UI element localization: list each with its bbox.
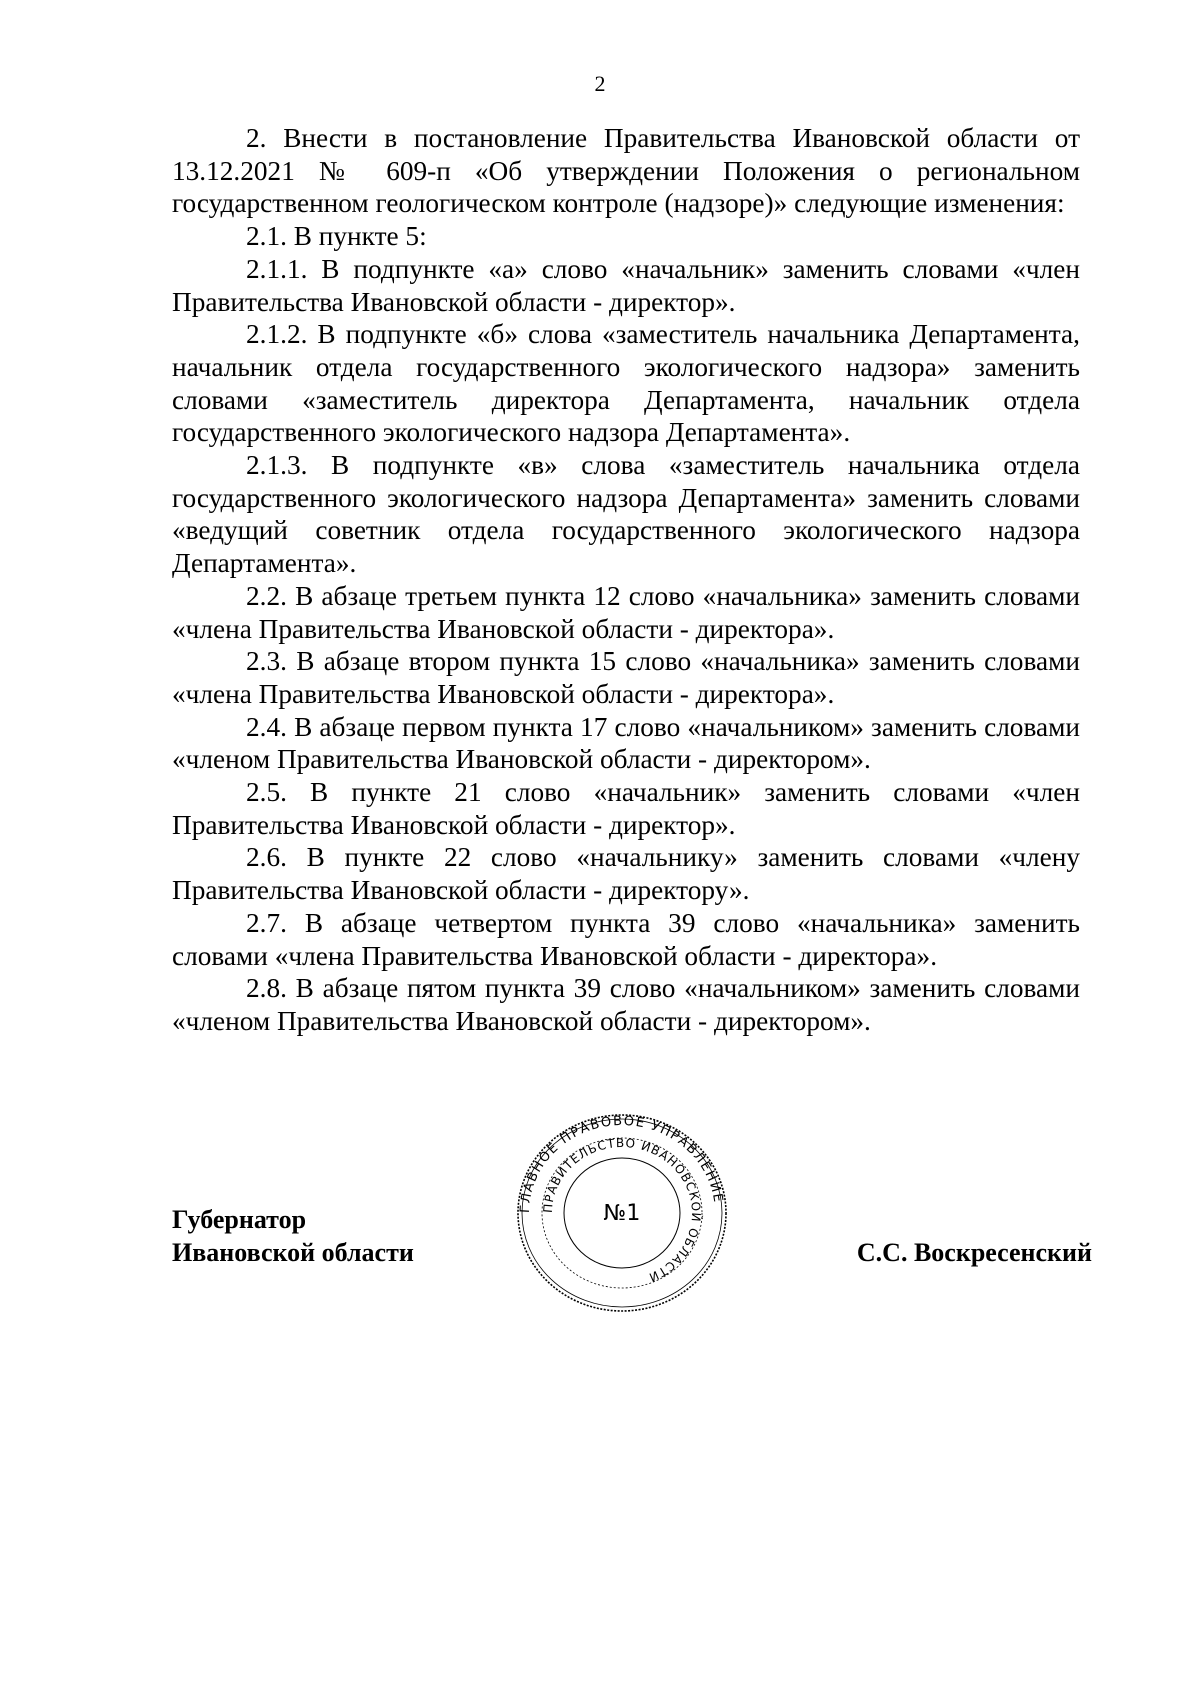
- paragraph-2-5: 2.5. В пункте 21 слово «начальник» заменить словами «член Правительства Ивановской области - директор».: [172, 777, 1080, 840]
- paragraph-2-6: 2.6. В пункте 22 слово «начальнику» заменить словами «члену Правительства Ивановской области - директору».: [172, 842, 1080, 906]
- paragraph-2-1-2: 2.1.2. В подпункте «б» слова «заместитель начальника Департамента, начальник отдела государственного экологического надзора» заменить словами «заместитель директора Департамента, начальник отдела государственного экологического надзора Департамента».: [172, 319, 1080, 448]
- stamp-outer-text: ГЛАВНОЕ ПРАВОВОЕ УПРАВЛЕНИЕ: [517, 1113, 726, 1214]
- signature-block: [172, 1108, 1092, 1318]
- paragraph-2-2: 2.2. В абзаце третьем пункта 12 слово «начальника» заменить словами «члена Правительства Ивановской области - директора».: [172, 580, 1080, 644]
- official-stamp: [512, 1108, 732, 1318]
- signatory-name: С.С. Воскресенский: [856, 1238, 1092, 1267]
- paragraph-2-8: 2.8. В абзаце пятом пункта 39 слово «начальником» заменить словами «членом Правительства Ивановской области - директором».: [172, 973, 1080, 1036]
- paragraph-2-1: 2.1. В пункте 5:: [246, 221, 427, 252]
- page-number: 2: [594, 71, 606, 96]
- signatory-title: [172, 1203, 414, 1269]
- paragraph-2: 2. Внести в постановление Правительства Ивановской области от 13.12.2021 № 609-п «Об утверждении Положения о региональном государственном геологическом контроле (надзоре)» следующие изменения:: [172, 123, 1080, 219]
- signatory-title-line-2: Ивановской области: [172, 1238, 414, 1267]
- stamp-center-text: №1: [603, 1201, 641, 1226]
- paragraph-2-7: 2.7. В абзаце четвертом пункта 39 слово «начальника» заменить словами «члена Правительства Ивановской области - директора».: [172, 907, 1080, 971]
- document-body: [172, 122, 1080, 1038]
- paragraph-2-3: 2.3. В абзаце втором пункта 15 слово «начальника» заменить словами «члена Правительства Ивановской области - директора».: [172, 646, 1080, 709]
- paragraph-2-4: 2.4. В абзаце первом пункта 17 слово «начальником» заменить словами «членом Правительства Ивановской области - директором».: [172, 711, 1080, 775]
- paragraph-2-1-3: 2.1.3. В подпункте «в» слова «заместитель начальника отдела государственного экологического надзора Департамента» заменить словами «ведущий советник отдела государственного экологического надзора Департамента».: [172, 450, 1080, 579]
- paragraph-2-1-1: 2.1.1. В подпункте «а» слово «начальник» заменить словами «член Правительства Ивановской области - директор».: [172, 253, 1080, 317]
- stamp-middle-text: ПРАВИТЕЛЬСТВО ИВАНОВСКОЙ ОБЛАСТИ: [540, 1135, 704, 1285]
- signatory-title-line-1: Губернатор: [172, 1205, 307, 1234]
